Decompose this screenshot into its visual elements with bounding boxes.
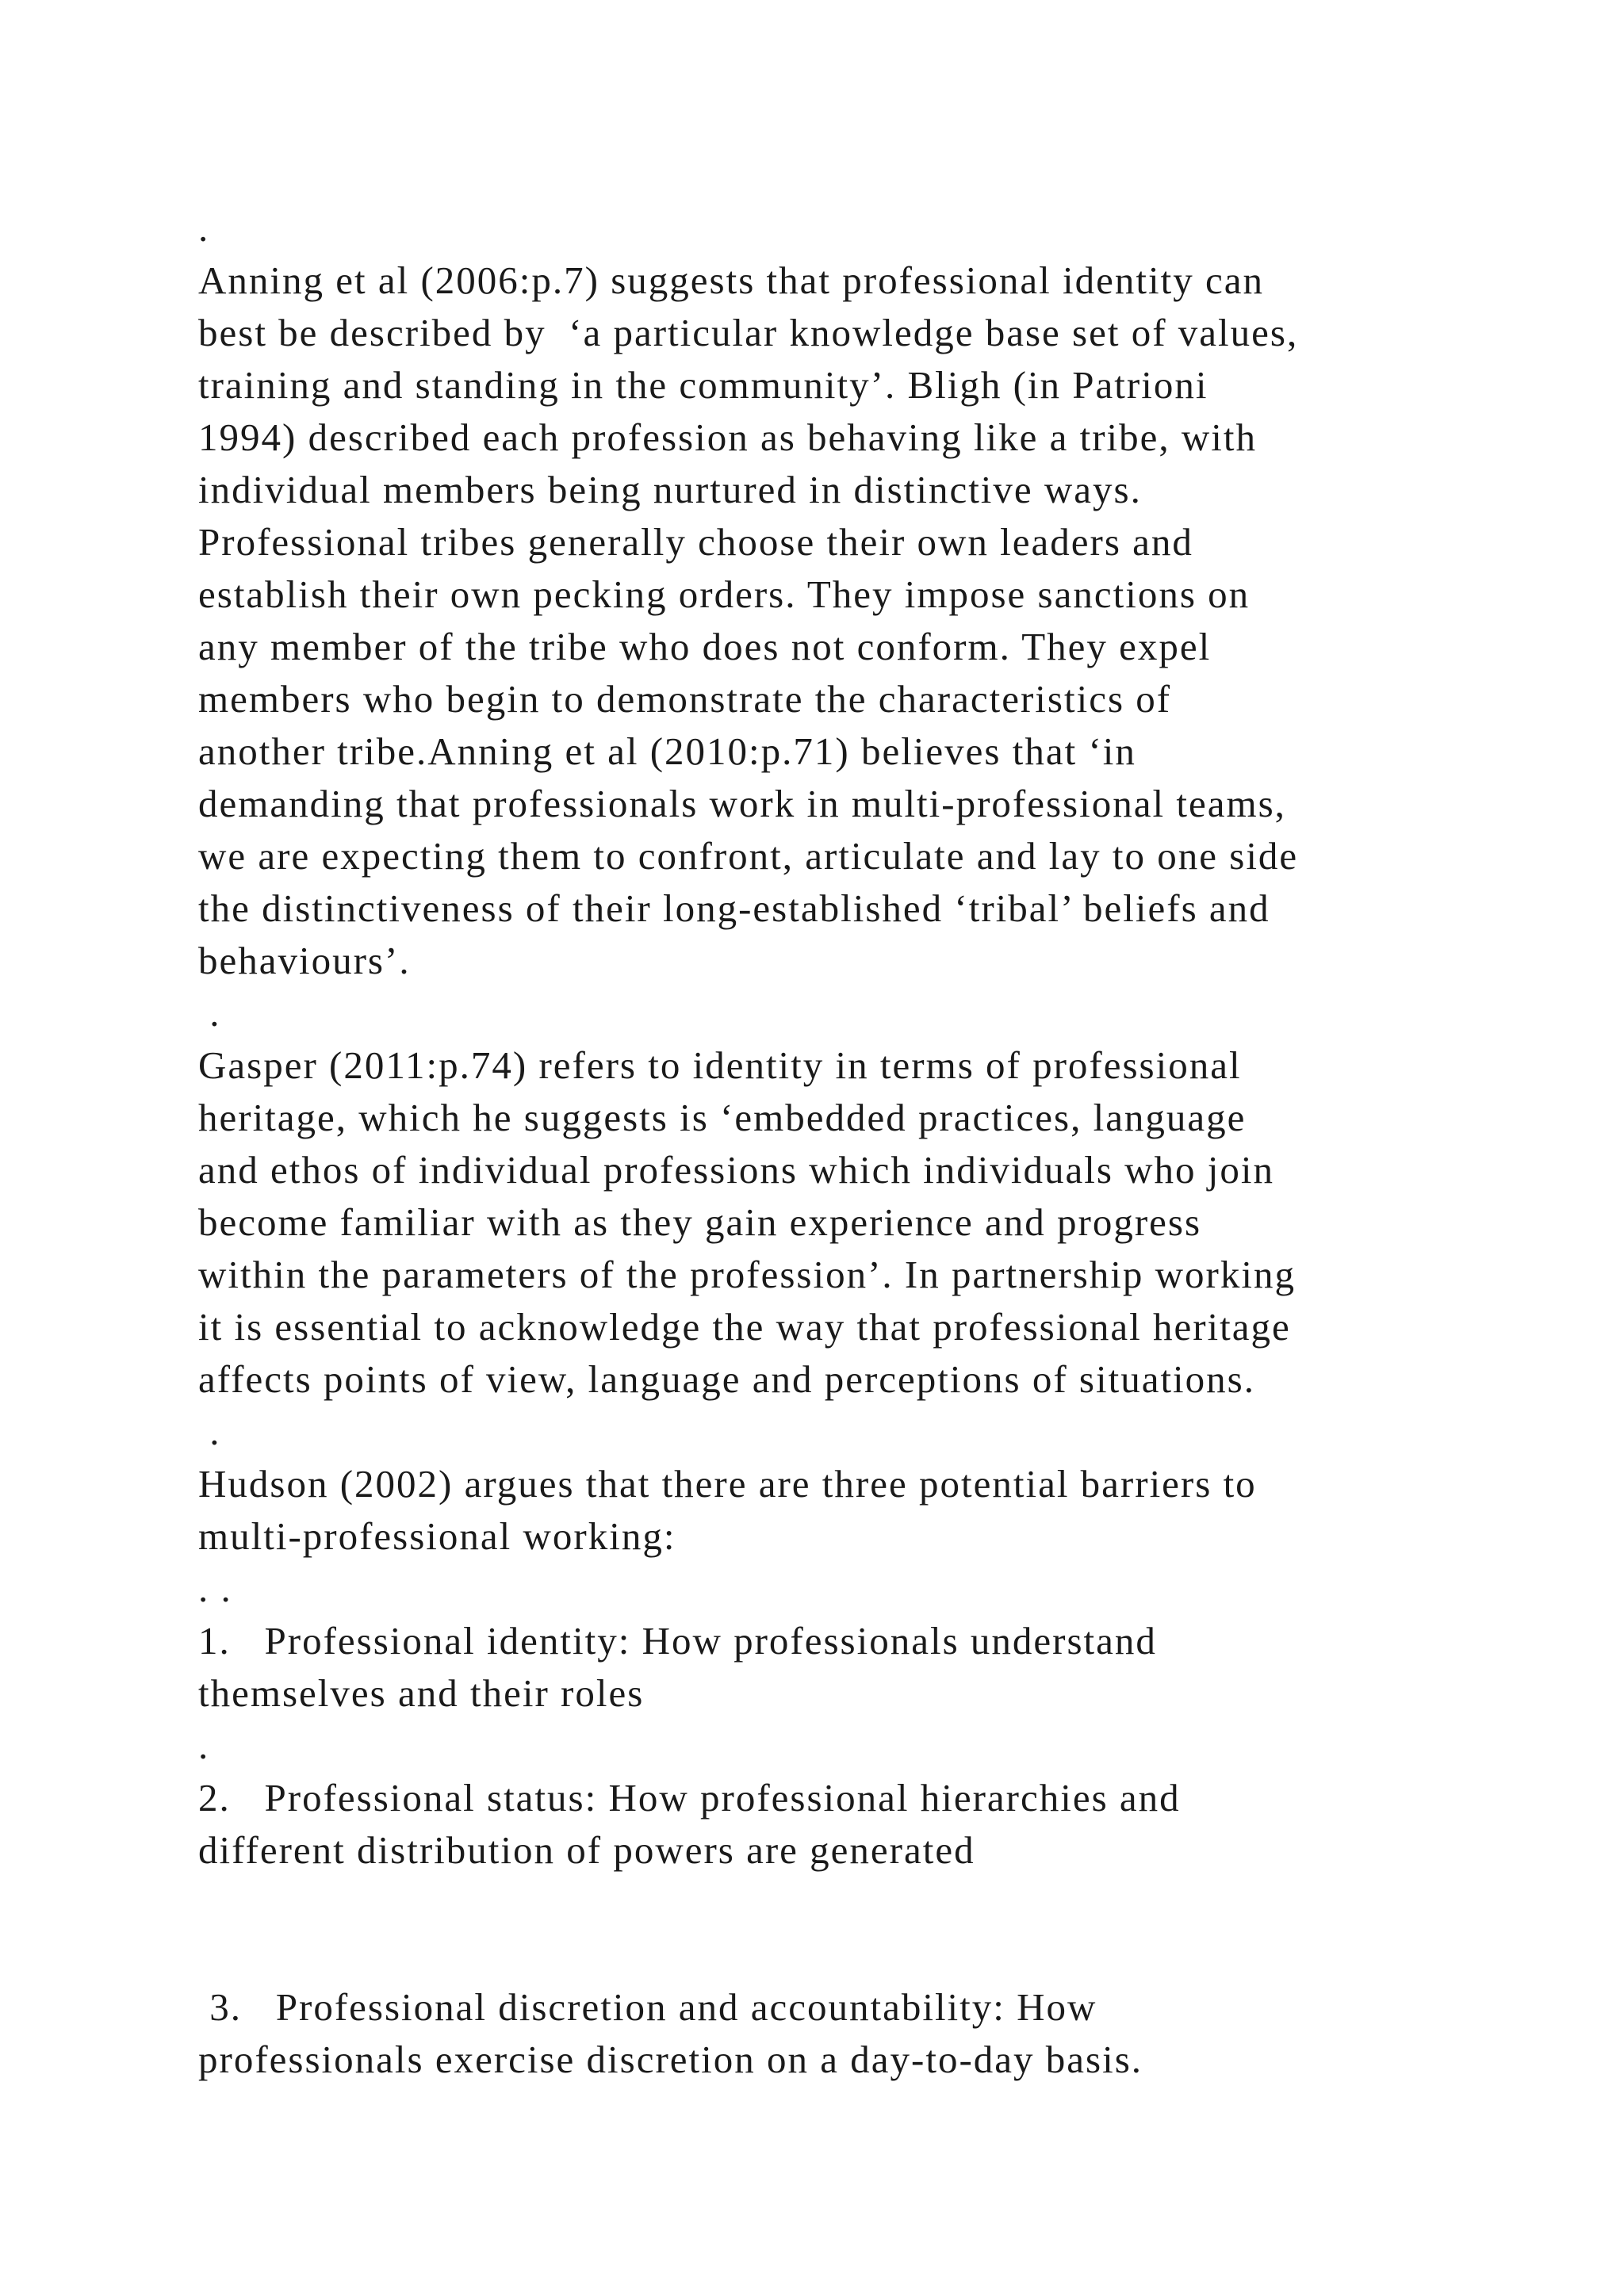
text-line: 2. Professional status: How professional hierarchies and (198, 1776, 1181, 1820)
text-line: . (198, 991, 221, 1035)
text-line: Hudson (2002) argues that there are three potential barriers to (198, 1462, 1257, 1506)
paragraph-gap (198, 1877, 1467, 1981)
text-line: Gasper (2011:p.74) refers to identity in terms of professional (198, 1043, 1242, 1087)
text-line: we are expecting them to confront, articulate and lay to one side (198, 834, 1299, 878)
text-line: professionals exercise discretion on a day-to-day basis. (198, 2038, 1143, 2081)
text-line: 1. Professional identity: How professionals understand (198, 1619, 1157, 1663)
text-line: any member of the tribe who does not conform. They expel (198, 625, 1212, 668)
text-line: . (198, 1410, 221, 1453)
text-line: different distribution of powers are generated (198, 1828, 975, 1872)
text-line: become familiar with as they gain experience and progress (198, 1200, 1202, 1244)
text-line: within the parameters of the profession’. In partnership working (198, 1253, 1296, 1296)
text-line: demanding that professionals work in multi-professional teams, (198, 782, 1286, 825)
text-line: best be described by ‘a particular knowledge base set of values, (198, 311, 1299, 354)
text-line: individual members being nurtured in distinctive ways. (198, 468, 1142, 511)
text-line: 1994) described each profession as behaving like a tribe, with (198, 415, 1258, 459)
text-line: members who begin to demonstrate the characteristics of (198, 677, 1172, 721)
text-line: . (198, 1724, 210, 1767)
text-line: 3. Professional discretion and accountability: How (198, 1985, 1097, 2029)
document-body (198, 202, 1467, 2086)
text-line: another tribe.Anning et al (2010:p.71) believes that ‘in (198, 729, 1136, 773)
text-line: multi-professional working: (198, 1514, 676, 1558)
text-line: Professional tribes generally choose their own leaders and (198, 520, 1193, 564)
text-line: affects points of view, language and perceptions of situations. (198, 1357, 1255, 1401)
text-line: behaviours’. (198, 939, 411, 982)
text-line: and ethos of individual professions which individuals who join (198, 1148, 1275, 1192)
text-line: heritage, which he suggests is ‘embedded practices, language (198, 1096, 1247, 1139)
text-line: training and standing in the community’. Bligh (in Patrioni (198, 363, 1208, 407)
text-line: the distinctiveness of their long-established ‘tribal’ beliefs and (198, 886, 1270, 930)
text-line: themselves and their roles (198, 1671, 645, 1715)
text-line: . . (198, 1567, 232, 1610)
text-line: establish their own pecking orders. They impose sanctions on (198, 572, 1251, 616)
text-line: Anning et al (2006:p.7) suggests that professional identity can (198, 258, 1264, 302)
text-line: . (198, 206, 210, 250)
text-line: it is essential to acknowledge the way that professional heritage (198, 1305, 1291, 1349)
